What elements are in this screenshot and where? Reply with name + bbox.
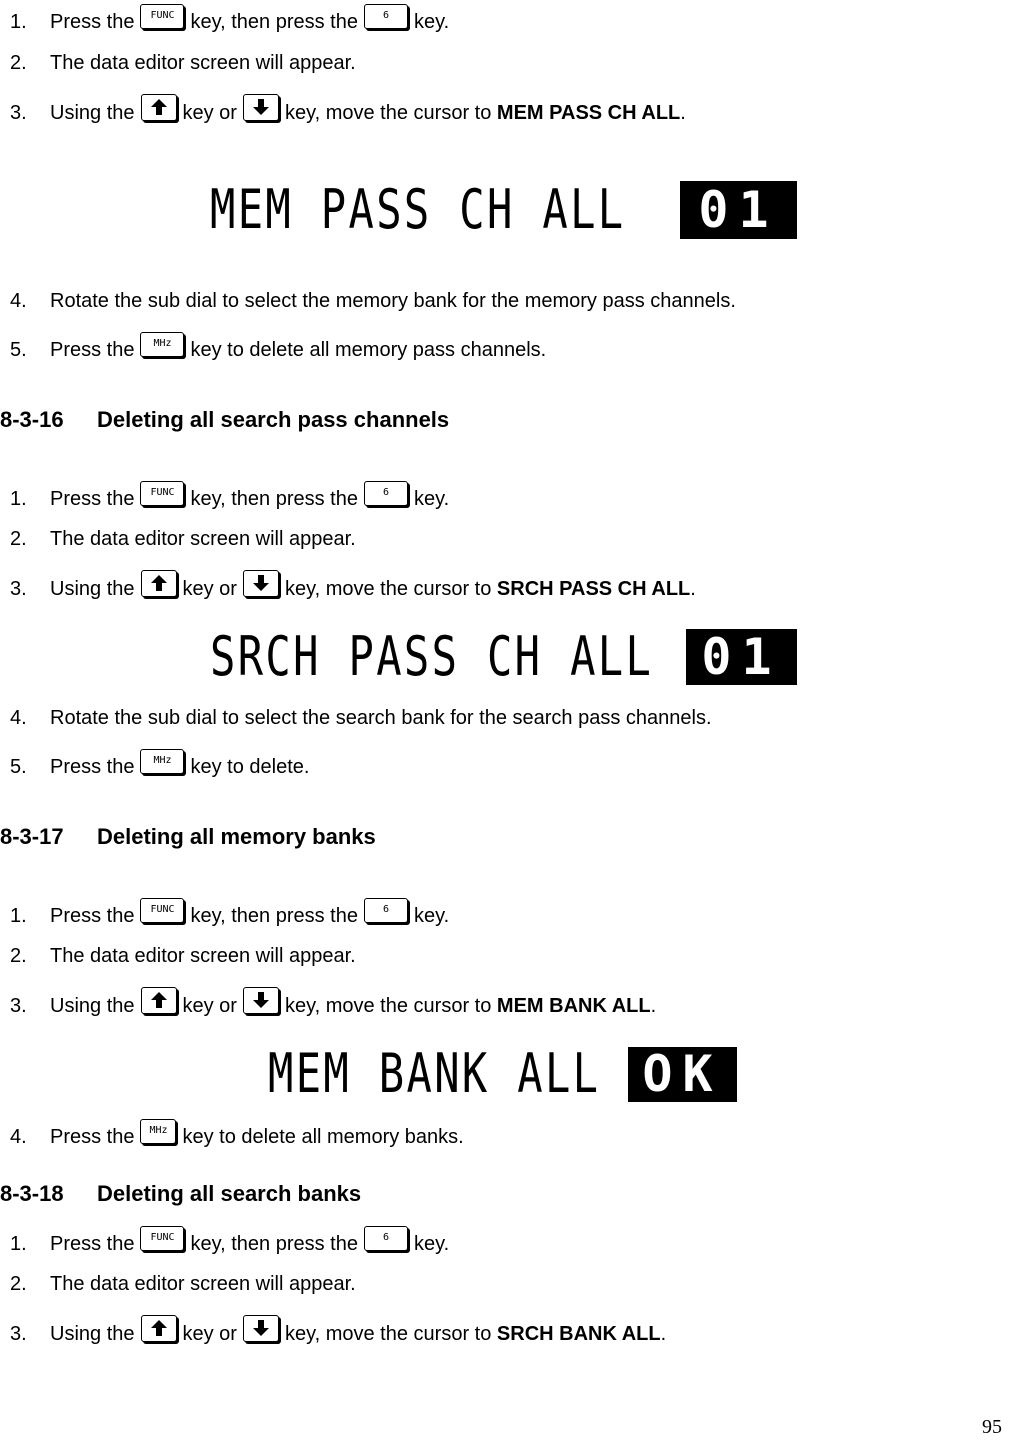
mhz-key-icon: MHz	[140, 749, 184, 774]
down-arrow-key-icon	[243, 570, 279, 597]
up-arrow-key-icon	[141, 94, 177, 121]
section-heading: 8-3-16 Deleting all search pass channels	[0, 407, 450, 432]
step-3: 3. Using the key or key, move the cursor to SRCH PASS CH ALL.	[10, 576, 696, 603]
lcd-display: MEM PASS CH ALL 01	[210, 180, 800, 240]
lcd-display: MEM BANK ALL OK	[268, 1045, 740, 1103]
up-arrow-key-icon	[141, 570, 177, 597]
down-arrow-key-icon	[243, 987, 279, 1014]
six-key-icon: 6	[364, 1226, 408, 1251]
section-heading: 8-3-17 Deleting all memory banks	[0, 824, 376, 849]
up-arrow-key-icon	[141, 987, 177, 1014]
step-1: 1. Press the FUNC key, then press the 6 key.	[10, 10, 449, 35]
step-2: 2. The data editor screen will appear.	[10, 52, 356, 74]
func-key-icon: FUNC	[140, 481, 184, 506]
step-1: 1. Press the FUNC key, then press the 6 key.	[10, 487, 449, 512]
step-2: 2. The data editor screen will appear.	[10, 945, 356, 967]
lcd-value: 01	[686, 629, 797, 685]
step-5: 5. Press the MHz key to delete all memory pass channels.	[10, 338, 546, 363]
up-arrow-key-icon	[141, 1315, 177, 1342]
step-2: 2. The data editor screen will appear.	[10, 528, 356, 550]
step-1: 1. Press the FUNC key, then press the 6 key.	[10, 904, 449, 929]
six-key-icon: 6	[364, 898, 408, 923]
step-4: 4. Rotate the sub dial to select the memory bank for the memory pass channels.	[10, 290, 736, 312]
func-key-icon: FUNC	[140, 1226, 184, 1251]
section-heading: 8-3-18 Deleting all search banks	[0, 1181, 362, 1206]
step-4: 4. Press the MHz key to delete all memory banks.	[10, 1125, 464, 1150]
step-1: 1. Press the FUNC key, then press the 6 key.	[10, 1232, 449, 1257]
lcd-value: OK	[628, 1047, 737, 1102]
step-5: 5. Press the MHz key to delete.	[10, 755, 309, 780]
six-key-icon: 6	[364, 4, 408, 29]
step-3: 3. Using the key or key, move the cursor to MEM BANK ALL.	[10, 993, 656, 1020]
lcd-value: 01	[680, 181, 797, 239]
step-3: 3. Using the key or key, move the cursor to MEM PASS CH ALL.	[10, 100, 686, 127]
step-3: 3. Using the key or key, move the cursor to SRCH BANK ALL.	[10, 1321, 666, 1348]
step-2: 2. The data editor screen will appear.	[10, 1273, 356, 1295]
down-arrow-key-icon	[243, 94, 279, 121]
mhz-key-icon: MHz	[140, 332, 184, 357]
func-key-icon: FUNC	[140, 898, 184, 923]
mhz-key-icon: MHz	[140, 1119, 176, 1144]
down-arrow-key-icon	[243, 1315, 279, 1342]
func-key-icon: FUNC	[140, 4, 184, 29]
six-key-icon: 6	[364, 481, 408, 506]
page-number: 95	[982, 1416, 1002, 1438]
step-4: 4. Rotate the sub dial to select the search bank for the search pass channels.	[10, 707, 712, 729]
lcd-display: SRCH PASS CH ALL 01	[210, 627, 800, 687]
